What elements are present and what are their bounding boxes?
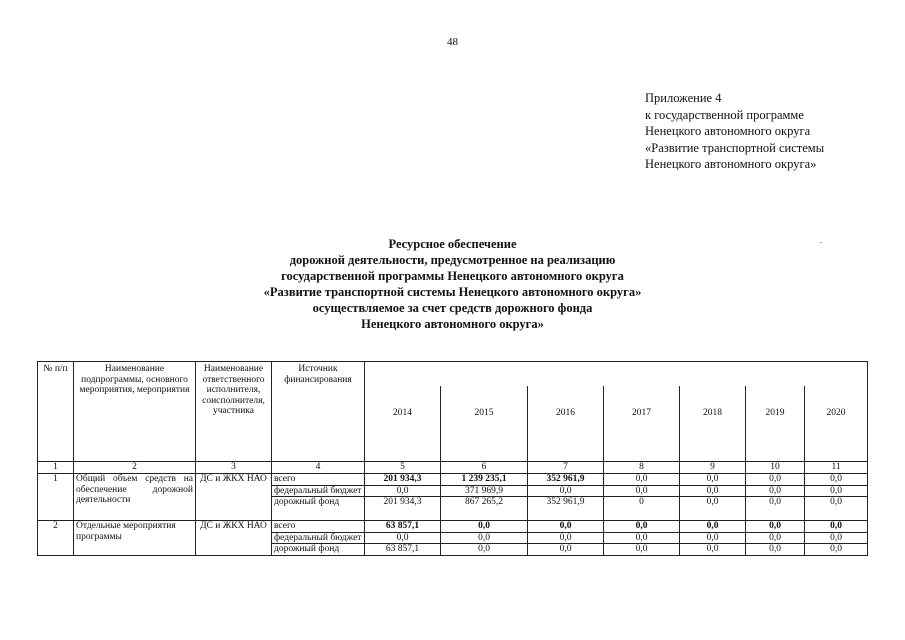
title-line: осуществляемое за счет средств дорожного фонда (312, 301, 593, 315)
value-cell: 0,0 (746, 485, 805, 497)
stray-dot: . (820, 236, 822, 245)
year-header: 2020 (805, 386, 868, 462)
row-source: дорожный фонд (272, 497, 365, 521)
row-source: всего (272, 521, 365, 533)
value-cell: 0,0 (604, 474, 680, 486)
value-cell: 201 934,3 (365, 497, 441, 521)
year-header: 2014 (365, 386, 441, 462)
row-source: всего (272, 474, 365, 486)
value-cell: 0,0 (528, 544, 604, 556)
column-number: 6 (441, 462, 528, 474)
value-cell: 0,0 (746, 532, 805, 544)
value-cell: 0,0 (746, 497, 805, 521)
row-source: федеральный бюджет (272, 532, 365, 544)
column-number: 4 (272, 462, 365, 474)
value-cell: 0,0 (604, 532, 680, 544)
row-name: Отдельные мероприятия программы (74, 521, 196, 556)
row-source: дорожный фонд (272, 544, 365, 556)
value-cell: 0,0 (528, 532, 604, 544)
value-cell: 0,0 (441, 521, 528, 533)
title-line: Ненецкого автономного округа» (361, 317, 544, 331)
value-cell: 0,0 (528, 521, 604, 533)
value-cell: 0,0 (365, 532, 441, 544)
value-cell: 0,0 (746, 521, 805, 533)
value-cell: 0 (604, 497, 680, 521)
value-cell: 201 934,3 (365, 474, 441, 486)
value-cell: 0,0 (746, 544, 805, 556)
value-cell: 0,0 (604, 544, 680, 556)
header-num: № п/п (38, 362, 74, 462)
year-header: 2016 (528, 386, 604, 462)
value-cell: 0,0 (805, 485, 868, 497)
appendix-line: к государственной программе (645, 107, 804, 122)
value-cell: 352 961,9 (528, 497, 604, 521)
document-title (0, 236, 905, 332)
year-header: 2015 (441, 386, 528, 462)
year-header: 2019 (746, 386, 805, 462)
row-name: Общий объем средств на обеспечение дорожной деятельности (74, 474, 196, 521)
value-cell: 0,0 (680, 521, 746, 533)
header-years-span (365, 362, 868, 387)
appendix-line: Ненецкого автономного округа» (645, 157, 817, 171)
appendix-note (645, 90, 824, 173)
appendix-line: Приложение 4 (645, 91, 722, 105)
row-executor: ДС и ЖКХ НАО (196, 474, 272, 521)
value-cell: 0,0 (604, 485, 680, 497)
title-line: «Развитие транспортной системы Ненецкого автономного округа» (263, 285, 642, 299)
value-cell: 63 857,1 (365, 544, 441, 556)
value-cell: 0,0 (604, 521, 680, 533)
header-name: Наименование подпрограммы, основного мероприятия, мероприятия (74, 362, 196, 462)
page-number: 48 (447, 36, 458, 48)
value-cell: 0,0 (680, 532, 746, 544)
column-number: 5 (365, 462, 441, 474)
column-number: 11 (805, 462, 868, 474)
column-number: 3 (196, 462, 272, 474)
value-cell: 371 969,9 (441, 485, 528, 497)
value-cell: 0,0 (746, 474, 805, 486)
table-row (38, 521, 868, 533)
row-source: федеральный бюджет (272, 485, 365, 497)
appendix-line: Ненецкого автономного округа (645, 124, 811, 138)
year-header: 2017 (604, 386, 680, 462)
value-cell: 0,0 (805, 521, 868, 533)
value-cell: 0,0 (805, 544, 868, 556)
value-cell: 0,0 (680, 544, 746, 556)
value-cell: 0,0 (680, 474, 746, 486)
value-cell: 0,0 (805, 474, 868, 486)
column-number: 8 (604, 462, 680, 474)
row-num: 2 (38, 521, 74, 556)
title-line: Ресурсное обеспечение (388, 237, 517, 251)
year-header: 2018 (680, 386, 746, 462)
header-executor: Наименование ответственного исполнителя, соисполнителя, участника (196, 362, 272, 462)
header-source: Источник финансирования (272, 362, 365, 462)
appendix-line: «Развитие транспортной системы (645, 140, 825, 155)
value-cell: 0,0 (441, 532, 528, 544)
title-line: государственной программы Ненецкого автономного округа (281, 269, 624, 283)
table-row (38, 474, 868, 486)
value-cell: 0,0 (680, 485, 746, 497)
column-number: 2 (74, 462, 196, 474)
column-number: 1 (38, 462, 74, 474)
column-number: 7 (528, 462, 604, 474)
title-line: дорожной деятельности, предусмотренное на реализацию (289, 253, 616, 267)
value-cell: 0,0 (441, 544, 528, 556)
value-cell: 0,0 (528, 485, 604, 497)
column-number-row (38, 462, 868, 474)
column-number: 9 (680, 462, 746, 474)
financing-table (37, 361, 868, 556)
value-cell: 0,0 (365, 485, 441, 497)
row-num: 1 (38, 474, 74, 521)
value-cell: 63 857,1 (365, 521, 441, 533)
value-cell: 0,0 (680, 497, 746, 521)
header-row (38, 362, 868, 387)
value-cell: 352 961,9 (528, 474, 604, 486)
column-number: 10 (746, 462, 805, 474)
value-cell: 867 265,2 (441, 497, 528, 521)
value-cell: 0,0 (805, 497, 868, 521)
row-executor: ДС и ЖКХ НАО (196, 521, 272, 556)
value-cell: 1 239 235,1 (441, 474, 528, 486)
value-cell: 0,0 (805, 532, 868, 544)
